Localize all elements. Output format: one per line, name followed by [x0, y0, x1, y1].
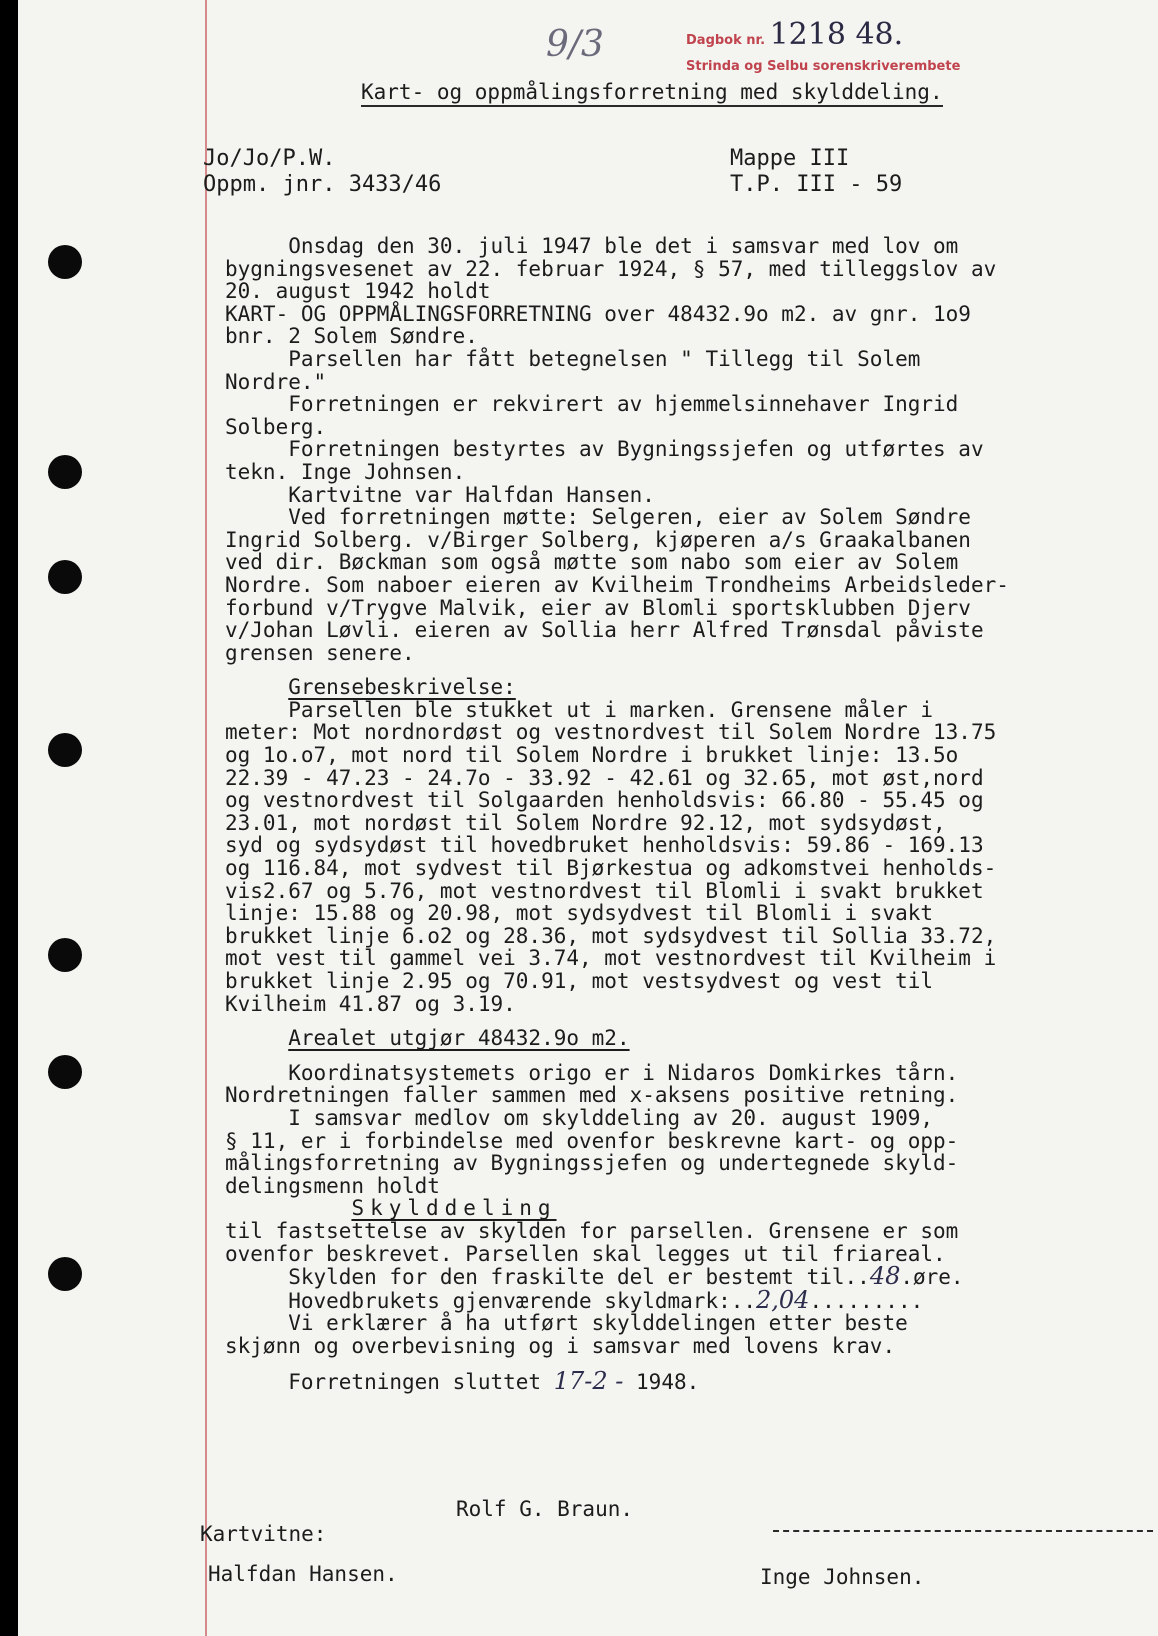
punch-hole — [48, 938, 82, 972]
stamp-label: Dagbok nr. — [686, 33, 766, 48]
closing-label: Forretningen sluttet — [225, 1369, 554, 1394]
paragraph-boundaries: Parsellen ble stukket ut i marken. Grensene måler i meter: Mot nordnordøst og vestnordvest til Solem Nordre 13.75 og 1o.o7, mot nord til Solem Nordre i brukket linje: 13.5o 22.39 - 47.23 - 24.7o - 33.92 - 42.61 og 32.65, mot øst,nord og vestnordvest til Solgaarden henholdsvis: 66.80 - 55.45 og 23.01, mot nordøst til Solem Nordre 92.12, mot sydsydøst, syd og sydsydøst til hovedbruket henholdsvis: 59.86 - 169.13 og 116.84, mot sydvest til Bjørkestua og adkomstvei henholds- vis2.67 og 5.76, mot vestnordvest til Blomli i svakt brukket linje: 15.88 og 20.98, mot sydsydvest til Blomli i svakt brukket linje 6.o2 og 28.36, mot sydsydvest til Sollia 33.72, mot vest til gammel vei 3.74, mot vestnordvest til Kvilheim i brukket linje 2.95 og 70.91, mot vestsydvest og vest til Kvilheim 41.87 og 3.19. — [225, 697, 997, 1016]
paragraph-parcel-name: Parsellen har fått betegnelsen " Tillegg til Solem Nordre." — [225, 346, 921, 394]
punch-hole — [48, 560, 82, 594]
punch-hole — [48, 245, 82, 279]
ref-right — [730, 146, 902, 198]
document-title: Kart- og oppmålingsforretning med skylddeling. — [361, 80, 943, 107]
document-page — [18, 0, 1158, 1636]
paragraph-purpose: til fastsettelse av skylden for parsellen. Grensene er som ovenfor beskrevet. Parsellen skal legges ut til friareal. — [225, 1218, 959, 1266]
signature-line — [773, 1530, 1153, 1532]
skyld-line — [225, 1262, 1125, 1291]
hovedbruk-label: Hovedbrukets gjenværende skyldmark:.. — [225, 1288, 757, 1313]
hovedbruk-line — [225, 1285, 1125, 1314]
closing-date: 17-2 - — [553, 1366, 624, 1395]
punch-hole — [48, 455, 82, 489]
ref-tp: T.P. III - 59 — [730, 172, 903, 197]
ref-left — [203, 146, 441, 198]
closing-line — [225, 1366, 1125, 1395]
hovedbruk-dots: ......... — [809, 1288, 924, 1313]
registry-stamp — [686, 17, 961, 80]
paragraph-attendees: Ved forretningen møtte: Selgeren, eier av Solem Søndre Ingrid Solberg. v/Birger Solberg, kjøperen a/s Graakalbanen ved dir. Bøckman som også møtte som nabo som eier av Solem Nordre. Som naboer eieren av Kvilheim Trondheims Arbeidsleder- forbund v/Trygve Malvik, eier av Blomli sportsklubben Djerv v/Johan Løvli. eieren av Sollia herr Alfred Trønsdal påviste grensen senere. — [225, 505, 1009, 665]
stamp-number: 1218 48. — [769, 17, 904, 52]
ref-initials: Jo/Jo/P.W. — [203, 146, 336, 171]
stamp-office: Strinda og Selbu sorenskriverembete — [686, 59, 961, 74]
paragraph-coordinates: Koordinatsystemets origo er i Nidaros Domkirkes tårn. Nordretningen faller sammen med x-aksens positive retning. I samsvar medlov om skylddeling av 20. august 1909, § 11, er i forbindelse med ovenfor beskrevne kart- og opp- målingsforretning av Bygningssjefen og undertegnede skyld- delingsmenn holdt — [225, 1060, 959, 1198]
signature-braun: Rolf G. Braun. — [456, 1497, 634, 1521]
skylddeling-text: Skylddeling — [351, 1196, 557, 1221]
paragraph-executor: Forretningen bestyrtes av Bygningssjefen og utførtes av tekn. Inge Johnsen. — [225, 437, 984, 484]
hovedbruk-value: 2,04 — [756, 1285, 810, 1314]
ref-journal: Oppm. jnr. 3433/46 — [203, 172, 442, 197]
skyld-label: Skylden for den fraskilte del er bestemt til.. — [225, 1265, 870, 1290]
boundary-heading-text: Grensebeskrivelse: — [288, 675, 516, 700]
skylddeling-heading — [225, 1197, 1125, 1220]
area-line — [225, 1027, 1125, 1050]
signature-hansen: Halfdan Hansen. — [208, 1562, 398, 1586]
paragraph-declaration: Vi erklærer å ha utført skylddelingen etter beste skjønn og overbevisning og i samsvar med lovens krav. — [225, 1311, 908, 1358]
paragraph-witness: Kartvitne var Halfdan Hansen. — [225, 482, 655, 507]
skyld-value: 48 — [869, 1262, 901, 1291]
document-body — [225, 235, 1125, 1393]
ref-folder: Mappe III — [730, 146, 850, 171]
punch-hole — [48, 733, 82, 767]
closing-year: 1948. — [623, 1369, 700, 1394]
punch-hole — [48, 1257, 82, 1291]
paragraph-requester: Forretningen er rekvirert av hjemmelsinnehaver Ingrid Solberg. — [225, 392, 959, 439]
boundary-heading — [225, 676, 1125, 699]
paragraph-intro: Onsdag den 30. juli 1947 ble det i samsvar med lov om bygningsvesenet av 22. februar 1924, § 57, med tilleggslov av 20. august 1942 holdt KART- OG OPPMÅLINGSFORRETNING over 48432.9o m2. av gnr. 1o9 bnr. 2 Solem Søndre. — [225, 234, 997, 349]
margin-line — [205, 0, 207, 1636]
skyld-unit: .øre. — [900, 1265, 964, 1290]
witness-label: Kartvitne: — [200, 1522, 327, 1546]
punch-hole — [48, 1055, 82, 1089]
area-text: Arealet utgjør 48432.9o m2. — [288, 1026, 630, 1051]
pencil-note: 9/3 — [546, 24, 604, 65]
signature-johnsen: Inge Johnsen. — [760, 1565, 925, 1589]
